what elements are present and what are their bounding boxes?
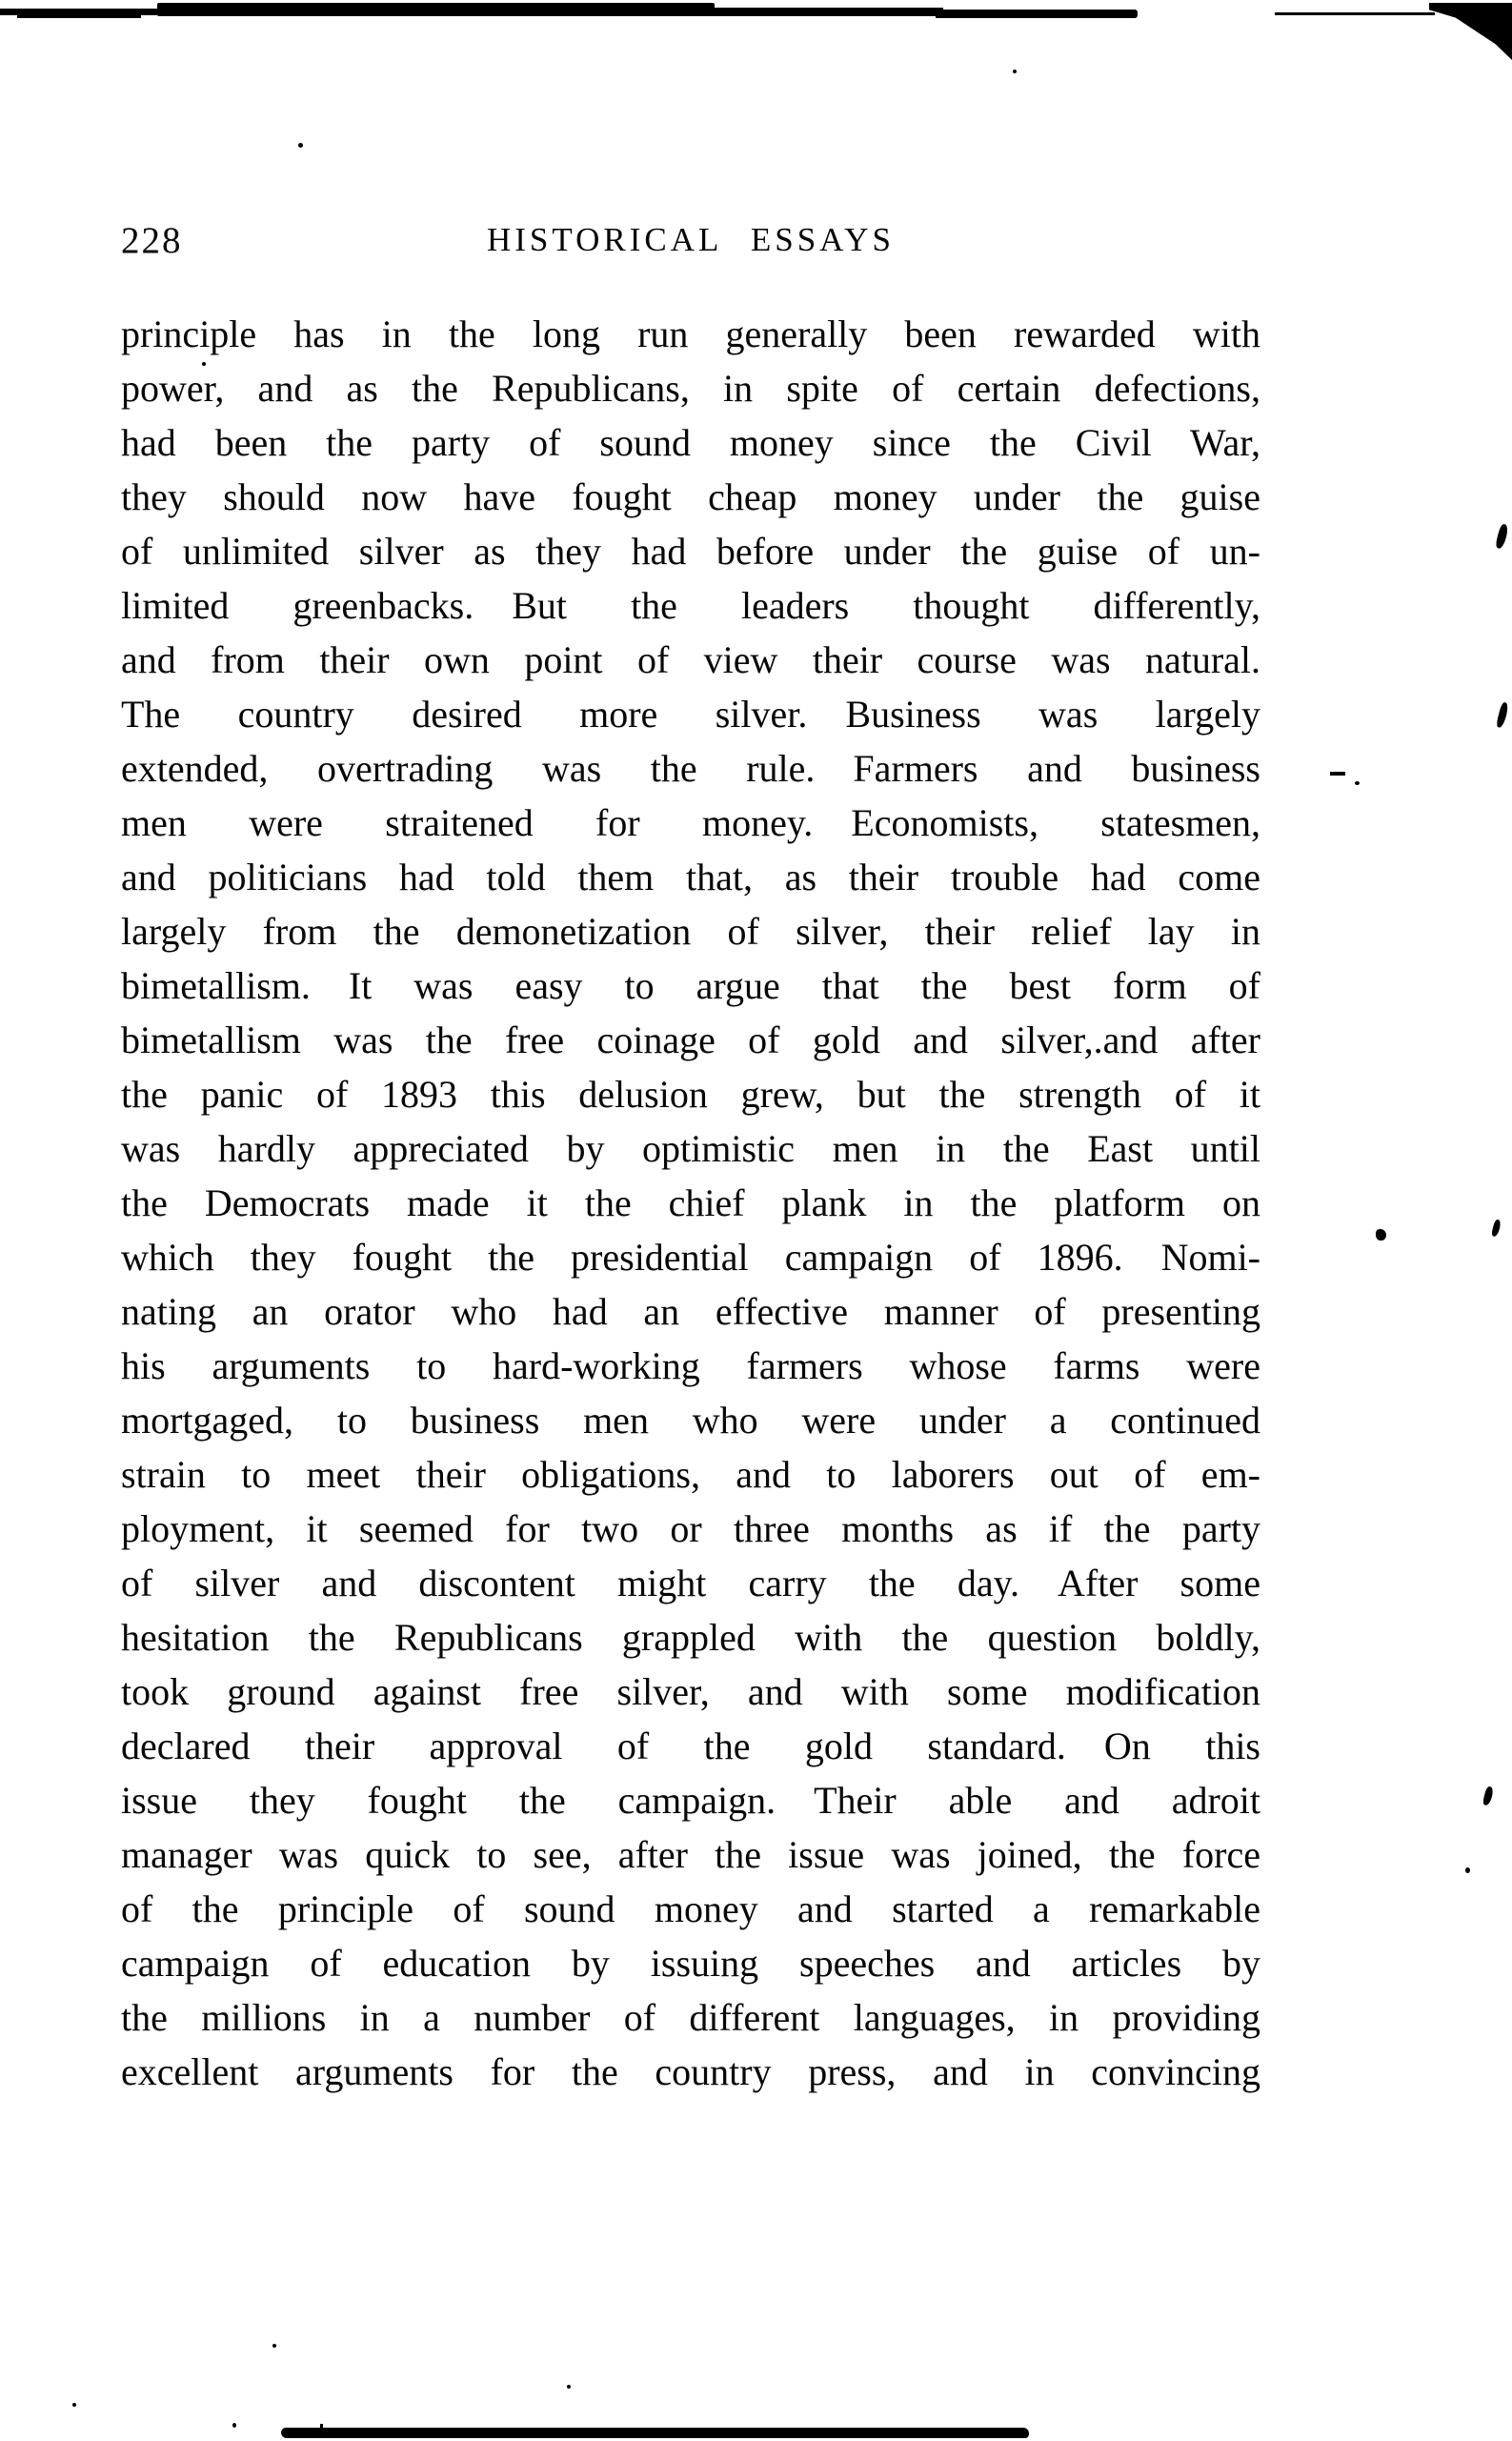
text-line: largely from the demonetization of silver, their relief lay in	[121, 910, 1260, 953]
text-line: had been the party of sound money since the Civil War,	[121, 421, 1260, 464]
text-line: and politicians had told them that, as their trouble had come	[121, 856, 1260, 898]
ink-speck	[232, 2423, 236, 2428]
text-line: the panic of 1893 this delusion grew, but the strength of it	[121, 1073, 1260, 1116]
body-text	[121, 307, 1260, 2099]
ink-speck	[72, 2403, 76, 2407]
text-line: hesitation the Republicans grappled with the question boldly,	[121, 1616, 1260, 1659]
text-line: men were straitened for money. Economists, statesmen,	[121, 801, 1260, 844]
text-line: nating an orator who had an effective manner of presenting	[121, 1290, 1260, 1333]
scan-artifact-top-edge	[936, 10, 1138, 18]
text-line: his arguments to hard-working farmers whose farms were	[121, 1344, 1260, 1387]
text-line: of unlimited silver as they had before under the guise of un-	[121, 530, 1260, 573]
ink-speck	[1330, 772, 1345, 776]
ink-speck	[1355, 781, 1360, 785]
scan-artifact-top-edge	[707, 8, 943, 16]
text-line: declared their approval of the gold standard. On this	[121, 1725, 1260, 1767]
scan-artifact-bottom-edge	[281, 2428, 1029, 2438]
text-line: campaign of education by issuing speeches and articles by	[121, 1942, 1260, 1985]
scan-artifact-corner-wedge	[1429, 3, 1512, 60]
text-line: bimetallism was the free coinage of gold and silver,.and after	[121, 1019, 1260, 1061]
ink-speck	[1013, 70, 1017, 73]
text-line: which they fought the presidential campaign of 1896. Nomi-	[121, 1236, 1260, 1279]
text-line: the millions in a number of different languages, in providing	[121, 1996, 1260, 2039]
text-line: and from their own point of view their course was natural.	[121, 638, 1260, 681]
ink-speck	[298, 143, 303, 148]
text-line: power, and as the Republicans, in spite of certain defections,	[121, 367, 1260, 410]
text-line: took ground against free silver, and with some modification	[121, 1670, 1260, 1713]
ink-speck	[1496, 701, 1509, 728]
text-line: they should now have fought cheap money under the guise	[121, 475, 1260, 518]
text-line: principle has in the long run generally been rewarded with	[121, 313, 1260, 355]
text-line: The country desired more silver. Business was largely	[121, 693, 1260, 736]
page-number: 228	[121, 220, 183, 261]
text-line: strain to meet their obligations, and to laborers out of em-	[121, 1453, 1260, 1496]
ink-speck	[1495, 523, 1509, 549]
text-line: issue they fought the campaign. Their able and adroit	[121, 1779, 1260, 1822]
ink-speck	[1482, 1785, 1495, 1806]
page-header	[121, 217, 1260, 261]
text-line: bimetallism. It was easy to argue that the best form of	[121, 964, 1260, 1007]
text-line: excellent arguments for the country press, and in convincing	[121, 2050, 1260, 2093]
scan-artifact-top-edge	[17, 15, 141, 18]
text-line: of silver and discontent might carry the day. After some	[121, 1562, 1260, 1604]
scan-artifact-top-edge	[1275, 12, 1435, 15]
text-line: the Democrats made it the chief plank in the platform on	[121, 1181, 1260, 1224]
text-line: was hardly appreciated by optimistic men in the East until	[121, 1127, 1260, 1170]
scan-artifact-top-edge	[157, 3, 715, 16]
text-line: extended, overtrading was the rule. Farmers and business	[121, 747, 1260, 790]
scan-artifact-top-edge	[0, 9, 167, 15]
ink-speck	[272, 2344, 276, 2348]
text-line: mortgaged, to business men who were under a continued	[121, 1399, 1260, 1442]
running-head-title: HISTORICAL ESSAYS	[487, 221, 895, 258]
text-line: limited greenbacks. But the leaders thought differently,	[121, 584, 1260, 627]
ink-speck	[320, 2424, 323, 2431]
ink-speck	[567, 2385, 571, 2389]
ink-speck	[1465, 1867, 1470, 1873]
ink-speck	[1491, 1219, 1502, 1237]
text-line: ployment, it seemed for two or three months as if the party	[121, 1507, 1260, 1550]
text-line: of the principle of sound money and started a remarkable	[121, 1887, 1260, 1930]
ink-speck	[1376, 1229, 1386, 1241]
text-line: manager was quick to see, after the issue was joined, the force	[121, 1833, 1260, 1876]
